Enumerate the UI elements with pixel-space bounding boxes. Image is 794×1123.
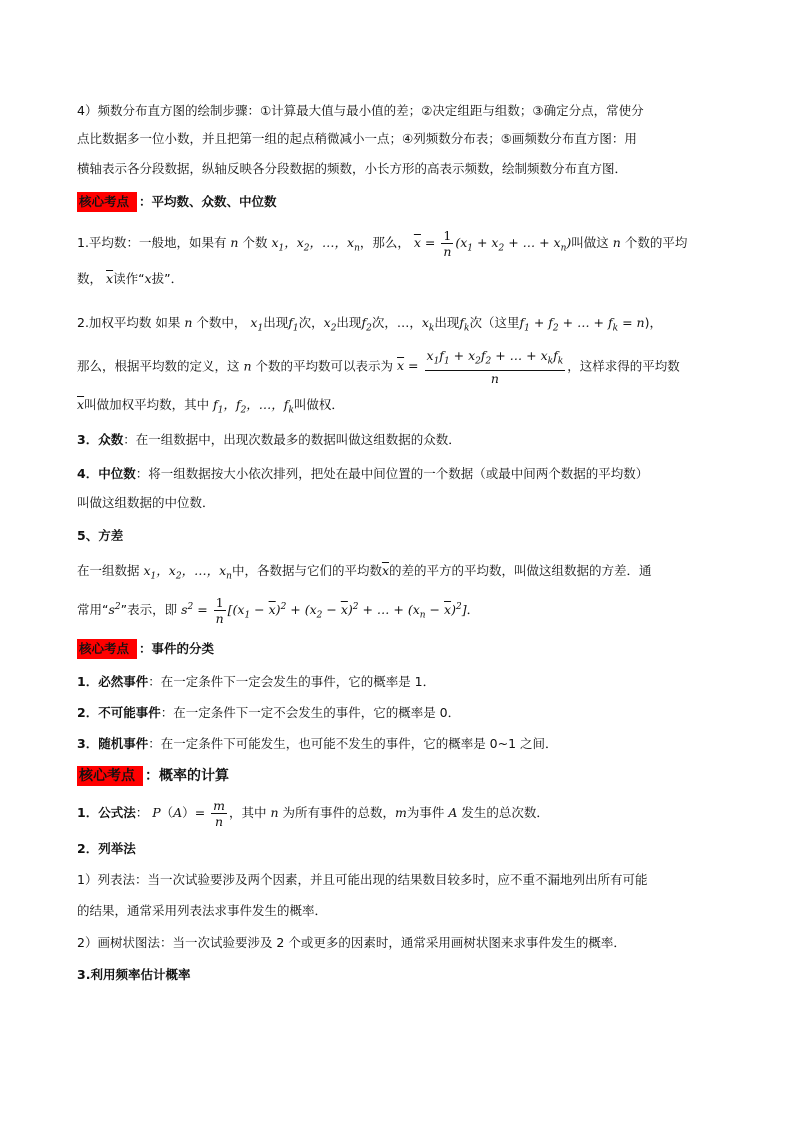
weighted-text: 次（这里 bbox=[469, 315, 520, 330]
variance-text: ． bbox=[466, 602, 480, 618]
enumeration-label: 2．列举法 bbox=[77, 841, 136, 856]
formula-text: 发生的总次数． bbox=[461, 805, 549, 820]
weighted-text: 叫做权． bbox=[293, 397, 344, 412]
random-event bbox=[77, 735, 558, 753]
variance-text: ”表示，即 bbox=[120, 602, 178, 618]
impossible-event bbox=[77, 704, 460, 722]
section2-title: ：事件的分类 bbox=[139, 641, 215, 656]
mean-text: 数， bbox=[77, 271, 103, 286]
steps-line-2: 点比数据多一位小数，并且把第一组的起点稍微减小一点；④列频数分布表；⑤画频数分布直方图：用 bbox=[77, 131, 637, 146]
section1-title: ：平均数、众数、中位数 bbox=[139, 194, 277, 209]
weighted-text: 个数的平均数可以表示为 bbox=[255, 358, 394, 374]
variance-label: 5、方差 bbox=[77, 528, 124, 543]
weighted-text: 个数中， bbox=[196, 315, 247, 330]
frequency-estimate-label: 3.利用频率估计概率 bbox=[77, 967, 191, 982]
variance-text: 在一组数据 bbox=[77, 563, 140, 578]
mode-label: 3．众数 bbox=[77, 432, 124, 447]
mean-formula: $\overline{x}$ = $\frac{1}{n}$ ($x_1 + x_2$ + … + $x_n$) bbox=[413, 228, 572, 259]
random-event-text: ：在一定条件下可能发生，也可能不发生的事件，它的概率是 0~1 之间． bbox=[148, 736, 558, 751]
weighted-label: 2.加权平均数 bbox=[77, 315, 152, 330]
median-definition bbox=[77, 465, 648, 483]
variance-text: 常用“ bbox=[77, 602, 109, 618]
formula-label: 1．公式法 bbox=[77, 805, 136, 820]
certain-event-text: ：在一定条件下一定会发生的事件，它的概率是 1． bbox=[148, 674, 436, 689]
section2-heading bbox=[77, 639, 214, 659]
probability-formula: P（A）= $\frac{m}{n}$ bbox=[152, 798, 225, 829]
weighted-text: ，这样求得的平均数 bbox=[567, 358, 680, 374]
mean-label: 1.平均数 bbox=[77, 235, 127, 250]
median-text: ：将一组数据按大小依次排列，把处在最中间位置的一个数据（或最中间两个数据的平均数） bbox=[135, 466, 649, 481]
section3-heading bbox=[77, 766, 229, 786]
formula-text: 为事件 bbox=[406, 805, 445, 820]
formula-method: 1．公式法： P（A）= $\frac{m}{n}$ ，其中 n 为所有事件的总数，m为事件 A 发生的总次数． bbox=[77, 798, 549, 829]
certain-event-label: 1．必然事件 bbox=[77, 674, 149, 689]
steps-line-3: 横轴表示各分段数据，纵轴反映各分段数据的频数，小长方形的高表示频数，绘制频数分布直方图． bbox=[77, 161, 628, 176]
core-point-tag: 核心考点 bbox=[77, 766, 143, 786]
weighted-text: 次，…， bbox=[371, 315, 422, 330]
weighted-text: 如果 bbox=[151, 315, 181, 330]
table-method-line-2: 的结果，通常采用列表法求事件发生的概率． bbox=[77, 903, 328, 918]
mode-definition bbox=[77, 431, 461, 449]
mean-text: 读作“ bbox=[113, 271, 145, 286]
tree-method: 2）画树状图法：当一次试验要涉及 2 个或更多的因素时，通常采用画树状图来求事件发生的概率． bbox=[77, 935, 626, 950]
core-point-tag: 核心考点 bbox=[77, 192, 137, 212]
random-event-label: 3．随机事件 bbox=[77, 736, 149, 751]
mean-text: 个数 bbox=[242, 235, 268, 250]
median-label: 4．中位数 bbox=[77, 466, 136, 481]
formula-text: 为所有事件的总数， bbox=[282, 805, 396, 820]
mean-text: 拔”． bbox=[151, 271, 184, 286]
mode-text: ：在一组数据中，出现次数最多的数据叫做这组数据的众数． bbox=[123, 432, 461, 447]
variance-text: 的差的平方的平均数，叫做这组数据的方差．通 bbox=[389, 563, 652, 578]
variance-formula: $s^2$ = $\frac{1}{n}$ [$(x_1 - \overline{x})^2 + (x_2 - \overline{x})^2$ + … + $(x_n - \overline{x})^2$] bbox=[181, 595, 467, 627]
mean-text: 叫做这 bbox=[571, 235, 609, 250]
median-line-2: 叫做这组数据的中位数． bbox=[77, 495, 215, 510]
weighted-mean-line-1: 2.加权平均数 如果 n 个数中， $x_1$出现$f_1$次，$x_2$出现$f_2$次，…，$x_k$出现$f_k$次（这里$f_1 + f_2$ + … + $f_k = n$)， bbox=[77, 315, 662, 334]
weighted-text: 出现 bbox=[434, 315, 460, 330]
mean-text: 个数的平均 bbox=[624, 235, 688, 250]
variance-line-1: 在一组数据 $x_1$，$x_2$，…，$x_n$中，各数据与它们的平均数$\overline{x}$的差的平方的平均数，叫做这组数据的方差．通 bbox=[77, 563, 652, 582]
impossible-event-label: 2．不可能事件 bbox=[77, 705, 161, 720]
weighted-text: 那么，根据平均数的定义，这 bbox=[77, 358, 240, 374]
mean-text: ，那么， bbox=[359, 235, 410, 250]
formula-text: ： bbox=[135, 805, 149, 820]
weighted-text: 出现 bbox=[263, 315, 289, 330]
impossible-event-text: ：在一定条件下一定不会发生的事件，它的概率是 0． bbox=[160, 705, 461, 720]
steps-line-1: 4）频数分布直方图的绘制步骤：①计算最大值与最小值的差；②决定组距与组数；③确定分点，常使分 bbox=[77, 103, 644, 118]
formula-text: ，其中 bbox=[229, 805, 267, 820]
mean-definition: 1.平均数：一般地，如果有 n 个数 $x_1$，$x_2$，…，$x_n$，那么， $\overline{x}$ = $\frac{1}{n}$ ($x_1 + x_2$ + … + $x_n$)叫做这 n 个数的平均 bbox=[77, 228, 688, 259]
certain-event bbox=[77, 673, 435, 691]
mean-text: ：一般地，如果有 bbox=[126, 235, 227, 250]
section1-heading bbox=[77, 192, 277, 212]
weighted-text: 次， bbox=[298, 315, 324, 330]
weighted-text: 叫做加权平均数，其中 bbox=[84, 397, 210, 412]
core-point-tag: 核心考点 bbox=[77, 639, 137, 659]
table-method-line-1: 1）列表法：当一次试验要涉及两个因素，并且可能出现的结果数目较多时，应不重不漏地列出所有可能 bbox=[77, 872, 648, 887]
weighted-mean-line-2: 那么，根据平均数的定义，这 n 个数的平均数可以表示为 $\overline{x}$ = $\frac{x_1f_1 + x_2f_2 + \dots + x_kf_k}{n}$ ，这样求得的平均数 bbox=[77, 348, 680, 386]
weighted-mean-formula: $\overline{x}$ = $\frac{x_1f_1 + x_2f_2 + \dots + x_kf_k}{n}$ bbox=[397, 348, 564, 386]
variance-line-2: 常用“$s^2$”表示，即 $s^2$ = $\frac{1}{n}$ [$(x_1 - \overline{x})^2 + (x_2 - \overline{x})^2$ + … + $(x_n - \overline{x})^2$]． bbox=[77, 595, 480, 627]
weighted-text: 出现 bbox=[336, 315, 362, 330]
mean-line-2: 数， $\overline{x}$读作“x拔”． bbox=[77, 271, 184, 286]
variance-text: 中，各数据与它们的平均数 bbox=[231, 563, 382, 578]
section3-title: ：概率的计算 bbox=[145, 768, 229, 784]
weighted-mean-line-3: $\overline{x}$叫做加权平均数，其中 $f_1$，$f_2$，…，$f_k$叫做权． bbox=[77, 397, 344, 416]
